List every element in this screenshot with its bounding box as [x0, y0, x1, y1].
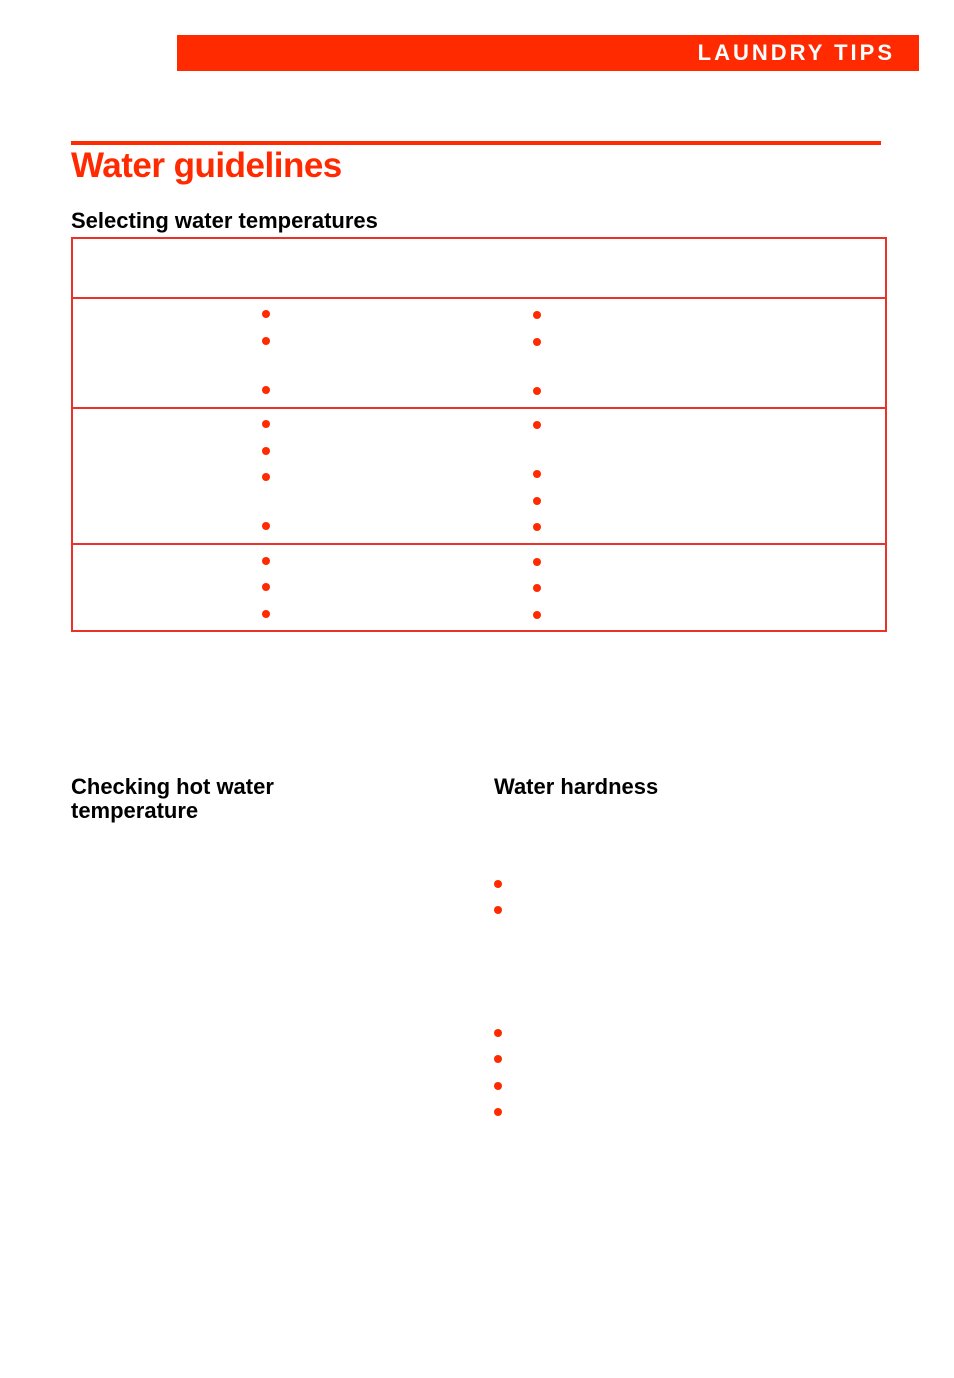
bullet-icon	[262, 557, 270, 565]
bullet-icon	[262, 420, 270, 428]
bullet-icon	[533, 421, 541, 429]
temperature-table	[71, 237, 887, 632]
bullet-icon	[533, 311, 541, 319]
bullet-icon	[533, 470, 541, 478]
bullet-icon	[533, 611, 541, 619]
bullet-icon	[262, 386, 270, 394]
table-row-divider	[73, 297, 885, 299]
section-label: LAUNDRY TIPS	[697, 40, 895, 65]
bullet-icon	[494, 1029, 502, 1037]
bullet-icon	[262, 310, 270, 318]
bullet-icon	[533, 584, 541, 592]
section-heading-water-hardness: Water hardness	[494, 774, 659, 799]
bullet-icon	[494, 906, 502, 914]
bullet-icon	[533, 387, 541, 395]
bullet-icon	[262, 610, 270, 618]
bullet-icon	[494, 1082, 502, 1090]
bullet-icon	[533, 497, 541, 505]
heading-line: temperature	[71, 798, 199, 823]
bullet-icon	[262, 583, 270, 591]
bullet-icon	[262, 337, 270, 345]
bullet-icon	[262, 447, 270, 455]
bullet-icon	[494, 1108, 502, 1116]
header-bar	[177, 35, 919, 71]
heading-line: Checking hot water	[71, 774, 274, 799]
bullet-icon	[494, 1055, 502, 1063]
bullet-icon	[262, 473, 270, 481]
section-heading-checking-hot-water	[71, 775, 274, 823]
bullet-icon	[533, 523, 541, 531]
bullet-icon	[533, 558, 541, 566]
bullet-icon	[494, 880, 502, 888]
bullet-icon	[533, 338, 541, 346]
table-row-divider	[73, 543, 885, 545]
page-title: Water guidelines	[71, 146, 342, 185]
bullet-icon	[262, 522, 270, 530]
table-row-divider	[73, 407, 885, 409]
section-heading-selecting-temps: Selecting water temperatures	[71, 208, 378, 233]
title-rule	[71, 141, 881, 145]
